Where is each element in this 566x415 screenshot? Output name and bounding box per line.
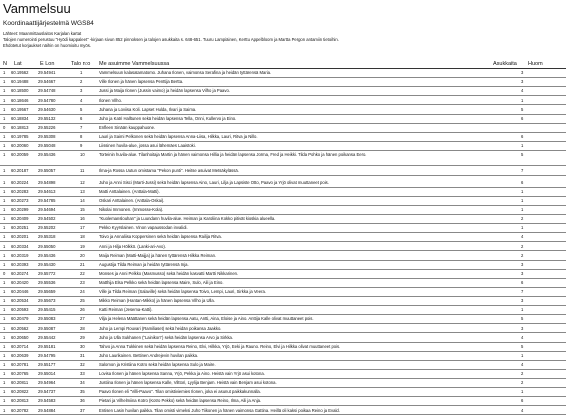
cell-asukkaita: 6 <box>521 398 524 404</box>
cell-lat: 60.20060 <box>11 143 29 149</box>
table-row <box>0 361 566 370</box>
cell-asukkaita: 2 <box>521 216 524 222</box>
cell-asukkaita: 1 <box>521 307 524 313</box>
cell-lon: 29.55536 <box>38 279 56 285</box>
cell-lat: 60.20714 <box>11 343 29 349</box>
cell-residents: Nikolai Immonen. (Immosse-Kola). <box>99 207 164 213</box>
cell-talo: 2 <box>80 79 83 85</box>
cell-talo: 10 <box>80 152 85 158</box>
cell-asukkaita: 1 <box>521 207 524 213</box>
cell-n: 1 <box>3 325 6 331</box>
cell-lon: 29.55181 <box>38 343 56 349</box>
cell-residents: Jussi ja Maija Ilonen (Jussin vaimo) ja heidän lapsensa Vilho ja Paavo. <box>99 88 230 94</box>
table-row <box>0 279 566 288</box>
table-row <box>0 215 566 224</box>
cell-asukkaita: 3 <box>521 325 524 331</box>
cell-asukkaita: 1 <box>521 97 524 103</box>
table-row <box>0 115 566 124</box>
cell-talo: 6 <box>80 115 83 121</box>
cell-residents: Oskari Anttalainen. (Anttala-Oskai). <box>99 198 165 203</box>
cell-n: 1 <box>3 380 6 386</box>
cell-talo: 24 <box>80 289 85 295</box>
cell-lat: 60.20273 <box>11 198 29 203</box>
cell-n: 1 <box>3 97 6 103</box>
cell-asukkaita: 2 <box>521 252 524 258</box>
cell-lat: 60.20650 <box>11 334 29 340</box>
table-row <box>0 397 566 406</box>
cell-lat: 60.20593 <box>11 307 29 313</box>
table-row <box>0 166 566 175</box>
cell-asukkaita: 1 <box>521 143 524 149</box>
table-row <box>0 333 566 342</box>
cell-residents: Juho ja Lempi Rouvari (Ramiliaset) sekä heidän poikansa Jaakko. <box>99 325 222 331</box>
cell-n: 1 <box>3 261 6 267</box>
cell-lat: 60.20319 <box>11 252 29 258</box>
cell-talo: 29 <box>80 334 85 340</box>
table-row <box>0 242 566 251</box>
table-row <box>0 352 566 361</box>
cell-lon: 29.55415 <box>38 307 56 313</box>
cell-asukkaita: 1 <box>521 389 524 395</box>
cell-n: 1 <box>3 207 6 213</box>
cell-talo: 22 <box>80 270 85 276</box>
header-talo: Talo n:o <box>71 61 91 67</box>
cell-talo: 17 <box>80 225 85 231</box>
table-row <box>0 388 566 397</box>
cell-talo: 35 <box>80 389 85 395</box>
table-row <box>0 288 566 297</box>
cell-residents: "Kuolemanslouhan" ja Luundann huvila-alue. Heiman ja Karoliina Kokko pitivät kioskia alueella. <box>99 216 276 222</box>
cell-lat: 60.20059 <box>11 152 29 158</box>
table-row <box>0 306 566 315</box>
header-asukkaita: Asukkaita <box>493 61 517 67</box>
cell-lat: 60.20534 <box>11 298 29 304</box>
cell-residents: Juho ja Ulla Sukhanen ("Lainikon") sekä heidän lapsensa Arvo ja Sirkka. <box>99 334 234 340</box>
cell-asukkaita: 7 <box>521 289 524 295</box>
cell-asukkaita: 1 <box>521 225 524 231</box>
cell-lon: 29.55014 <box>38 371 56 377</box>
cell-residents: Torteinin huvila-alue. Tilanhoitaja Martin ja hänen vaimonsa Hillia ja heidän lapsensa Jorma, Fred ja Heikki. Tilda Pohko ja hänen poikansa Eero. <box>99 152 367 158</box>
table-row <box>0 270 566 279</box>
cell-lon: 29.55673 <box>38 298 56 304</box>
cell-n: 1 <box>3 371 6 377</box>
cell-n: 1 <box>3 143 6 149</box>
cell-n: 1 <box>3 167 6 173</box>
cell-n: 1 <box>3 179 6 185</box>
cell-n: 1 <box>3 243 6 249</box>
cell-lon: 29.54737 <box>38 389 56 395</box>
cell-asukkaita: 3 <box>521 261 524 267</box>
cell-talo: 23 <box>80 279 85 285</box>
cell-talo: 19 <box>80 243 85 249</box>
cell-n: 1 <box>3 88 6 94</box>
cell-n: 1 <box>3 316 6 322</box>
cell-residents: Juho ja Katri Halltunen sekä heidän lapsensa Tella, Onni, Kullervo ja Eino. <box>99 115 237 121</box>
residents-table <box>0 69 566 415</box>
table-row <box>0 233 566 242</box>
cell-asukkaita: 6 <box>521 115 524 121</box>
cell-lat: 60.19567 <box>11 106 29 112</box>
cell-talo: 32 <box>80 361 85 367</box>
cell-lat: 60.20765 <box>11 371 29 377</box>
cell-talo: 27 <box>80 316 85 322</box>
cell-lon: 29.54795 <box>38 352 56 358</box>
cell-residents: Mikko Reiman (Hantan-Mikko) ja hänen lapsensa Vilho ja Ulla. <box>99 298 215 304</box>
table-row <box>0 96 566 105</box>
cell-residents: Vilja ja Helena Määttanen sekä heidän lapsensa Aatu, Antti, Aina, Eloise ja Aino. Anttija Kalle olivat muuttaneet pois. <box>99 316 314 322</box>
cell-residents: Salomon ja Kristiina Kotro sekä heidän lapsensa Sulo ja Maire. <box>99 361 216 367</box>
cell-lat: 60.18834 <box>11 115 29 121</box>
cell-lon: 29.55226 <box>38 124 56 130</box>
cell-asukkaita: 4 <box>521 88 524 94</box>
cell-lat: 60.20781 <box>11 361 29 367</box>
table-row <box>0 133 566 142</box>
cell-lat: 60.19488 <box>11 79 29 85</box>
cell-n: 1 <box>3 198 6 203</box>
cell-n: 1 <box>3 407 6 413</box>
cell-lat: 60.20274 <box>11 270 29 276</box>
cell-asukkaita: 1 <box>521 198 524 203</box>
cell-residents: Vammelsuun kalasatamatomo. Juhana Ilonen, vaimonsa Serafina ja heidän tyttärensä Maria. <box>99 70 272 76</box>
cell-residents: Juho ja Anni Sisci (Marti-Jussi) sekä heidän lapsensa Aino, Lauri, Lilja ja Lapsiste Otto, Paavo ja Yrjö olivat muuttaneet pois. <box>99 179 329 185</box>
cell-lon: 29.55442 <box>38 334 56 340</box>
cell-lat: 60.20479 <box>11 316 29 322</box>
table-row <box>0 69 566 78</box>
cell-n: 1 <box>3 133 6 139</box>
cell-lat: 60.20811 <box>11 380 29 386</box>
cell-residents: Katti Reiman (Jesema-Katti). <box>99 307 153 313</box>
cell-lat: 60.18646 <box>11 97 29 103</box>
cell-lon: 29.55057 <box>38 167 56 173</box>
cell-n: 0 <box>3 124 6 130</box>
cell-talo: 34 <box>80 380 85 386</box>
cell-residents: Toivo ja Annaliisa Koppersinen sekä heidän lapsensa Railija Ritva. <box>99 234 222 240</box>
table-row <box>0 406 566 415</box>
table-row <box>0 188 566 197</box>
cell-lat: 60.20334 <box>11 243 29 249</box>
cell-asukkaita: 3 <box>521 270 524 276</box>
cell-n: 1 <box>3 225 6 231</box>
cell-n: 1 <box>3 152 6 158</box>
cell-asukkaita: 5 <box>521 152 524 158</box>
cell-talo: 3 <box>80 88 83 94</box>
header-n: N <box>3 61 7 67</box>
cell-n: 1 <box>3 298 6 304</box>
cell-asukkaita: 2 <box>521 243 524 249</box>
cell-asukkaita: 7 <box>521 167 524 173</box>
cell-lon: 29.55308 <box>38 133 56 139</box>
page-subtitle: Koordinaattijärjestelmä WGS84 <box>3 20 94 27</box>
cell-n: 1 <box>3 252 6 258</box>
cell-asukkaita: 4 <box>521 407 524 413</box>
table-header <box>0 60 566 69</box>
cell-lat: 60.20201 <box>11 234 29 240</box>
cell-asukkaita: 1 <box>521 188 524 194</box>
cell-talo: 15 <box>80 207 85 213</box>
cell-talo: 5 <box>80 106 83 112</box>
cell-residents: Monses ja Anni Pelkko (Masmusso) sekä heidän kasvatti Martti Nikkarinen. <box>99 270 239 276</box>
cell-n: 1 <box>3 234 6 240</box>
cell-lat: 60.20446 <box>11 289 29 295</box>
cell-lon: 29.54898 <box>38 179 56 185</box>
cell-lat: 60.20420 <box>11 279 29 285</box>
cell-residents: Lauri ja Saimi Pelkonen sekä heidän lapsensa Anna-Liisa, Hilkka, Lauri, Ritva ja Nillo. <box>99 133 258 139</box>
cell-lat: 60.20822 <box>11 389 29 395</box>
table-row <box>0 370 566 379</box>
cell-lon: 29.55083 <box>38 316 56 322</box>
table-row <box>0 343 566 352</box>
cell-asukkaita: 1 <box>521 352 524 358</box>
cell-talo: 14 <box>80 198 85 203</box>
cell-talo: 28 <box>80 325 85 331</box>
table-row <box>0 206 566 215</box>
cell-n: 1 <box>3 398 6 404</box>
cell-residents: Ilma-ja Rossa Uutun omistama "Pekon punti". Heitse asuivat Metsäkylässä. <box>99 167 239 173</box>
cell-lon: 29.55772 <box>38 270 56 276</box>
cell-talo: 8 <box>80 133 83 139</box>
cell-lon: 29.54613 <box>38 188 56 194</box>
cell-talo: 12 <box>80 179 85 185</box>
cell-asukkaita: 2 <box>521 380 524 386</box>
cell-talo: 26 <box>80 307 85 313</box>
cell-n: 1 <box>3 334 6 340</box>
cell-talo: 37 <box>80 407 85 413</box>
cell-talo: 21 <box>80 261 85 267</box>
cell-talo: 13 <box>80 188 85 194</box>
table-row <box>0 379 566 388</box>
cell-talo: 20 <box>80 252 85 258</box>
cell-lon: 29.55050 <box>38 243 56 249</box>
cell-residents: Pietari ja Vilhelmiina Kotro (Kotro Pekko) sekä heidän lapsensa Reino, Ilma, Aili ja Anja. <box>99 398 262 404</box>
table-row <box>0 105 566 114</box>
cell-asukkaita: 2 <box>521 371 524 377</box>
cell-n: 1 <box>3 389 6 395</box>
cell-asukkaita: 3 <box>521 79 524 85</box>
cell-lon: 29.54785 <box>38 198 56 203</box>
cell-n: 1 <box>3 289 6 295</box>
sources-line-3: Ehdotetut korjaukset näihin on huomioitu myös. <box>3 43 91 48</box>
cell-asukkaita: 3 <box>521 70 524 76</box>
header-lat: Lat <box>14 61 22 67</box>
cell-n: 1 <box>3 216 6 222</box>
cell-n: 1 <box>3 79 6 85</box>
cell-lon: 29.54964 <box>38 380 56 386</box>
cell-asukkaita: 6 <box>521 279 524 285</box>
cell-lon: 29.55318 <box>38 234 56 240</box>
cell-asukkaita: 5 <box>521 106 524 112</box>
cell-asukkaita: 4 <box>521 334 524 340</box>
cell-lat: 60.19785 <box>11 133 29 139</box>
cell-residents: Matti Anttalainen. (Anttala-Matti). <box>99 188 160 194</box>
cell-talo: 9 <box>80 143 83 149</box>
table-row <box>0 179 566 188</box>
cell-talo: 18 <box>80 234 85 240</box>
cell-talo: 16 <box>80 216 85 222</box>
table-row <box>0 197 566 206</box>
table-row <box>0 124 566 133</box>
cell-n: 1 <box>3 352 6 358</box>
table-row <box>0 324 566 333</box>
cell-lat: 60.20409 <box>11 216 29 222</box>
cell-residents: Augustija Tilda Reiman ja heidän tyttärensä Inja. <box>99 261 189 267</box>
cell-n: 1 <box>3 307 6 313</box>
cell-talo: 36 <box>80 398 85 404</box>
cell-n: 1 <box>3 361 6 367</box>
cell-lon: 29.54694 <box>38 207 56 213</box>
cell-lat: 60.20187 <box>11 167 29 173</box>
cell-asukkaita: 6 <box>521 133 524 139</box>
cell-lon: 29.55659 <box>38 289 56 295</box>
cell-lat: 60.20813 <box>11 398 29 404</box>
table-row <box>0 297 566 306</box>
table-row <box>0 224 566 233</box>
cell-asukkaita: 5 <box>521 316 524 322</box>
header-lon: E Lon <box>40 61 55 67</box>
cell-asukkaita: 3 <box>521 298 524 304</box>
cell-lat: 60.19562 <box>11 70 29 76</box>
cell-talo: 4 <box>80 97 83 103</box>
cell-talo: 33 <box>80 371 85 377</box>
cell-lat: 60.20562 <box>11 325 29 331</box>
table-row <box>0 78 566 87</box>
cell-lon: 29.54630 <box>38 106 56 112</box>
cell-lon: 29.54502 <box>38 216 56 222</box>
table-row <box>0 87 566 96</box>
cell-lon: 29.54780 <box>38 97 56 103</box>
cell-lat: 60.20251 <box>11 225 29 231</box>
cell-lat: 60.20393 <box>11 261 29 267</box>
cell-n: 0 <box>3 270 6 276</box>
cell-talo: 1 <box>80 70 83 76</box>
cell-asukkaita: 4 <box>521 234 524 240</box>
table-row <box>0 151 566 167</box>
cell-lon: 29.55132 <box>38 115 56 121</box>
cell-lon: 29.55087 <box>38 325 56 331</box>
cell-lon: 29.54884 <box>38 407 56 413</box>
cell-lon: 29.55048 <box>38 143 56 149</box>
cell-lon: 29.54583 <box>38 398 56 404</box>
cell-talo: 11 <box>80 167 85 173</box>
cell-residents: Liissinen huvila-alue, jossa asui lähemäes Laaistoki. <box>99 143 196 149</box>
sources-line-2: Talojen numerointi perustuu "Hyödi kappaleet" -kirjaan sivun 852 pinnoksen ja talojen asukkaita s. 648-651. Tuuru Lampiäinen, Kerttu Appelbloom ja Martta Pergon antamiin tietoihin. <box>3 37 339 42</box>
cell-lon: 29.55177 <box>38 361 56 367</box>
cell-residents: Anni ja Hilja Hölkkö. (Lanki-ari-Avo). <box>99 243 166 249</box>
cell-residents: Ville ja Tilda Reiman (Salaville) sekä heidän lapsensa Toivo, Lempi, Lauri, Sirkka ja Veera. <box>99 289 266 295</box>
cell-lon: 29.55436 <box>38 152 56 158</box>
cell-n: 1 <box>3 70 6 76</box>
cell-residents: Matthija Elsa Pelkko sekä heidän lapsensa Maire, Sulo, Aili ja Eino. <box>99 279 224 285</box>
cell-talo: 31 <box>80 352 85 358</box>
cell-residents: Paavo Ilonen eli "Villi-Paavo". Tilan omistiviemies Ilonen, joka ei asunut paikkakunnalla. <box>99 389 261 395</box>
cell-lon: 29.54941 <box>38 70 56 76</box>
sources-line-1: Lähteet: Maanmittauslaitos Karjalan kartat <box>3 31 82 36</box>
header-huom: Huom <box>528 61 543 67</box>
table-row <box>0 315 566 324</box>
cell-asukkaita: 6 <box>521 179 524 185</box>
header-residents: Me asuimme Vammelsuussa <box>99 61 170 67</box>
cell-residents: Tahvo ja Anna Tukkinen sekä heidän lapsensa Reino, Elvi, Hilkka, Yrjö, Eeki ja Rauno. Reino, Elvi ja Hilkka olivat muuttaneet pois. <box>99 343 341 349</box>
cell-lon: 29.55202 <box>38 225 56 231</box>
cell-lat: 60.18813 <box>11 124 29 130</box>
cell-lat: 60.20299 <box>11 207 29 213</box>
cell-lon: 29.55430 <box>38 261 56 267</box>
cell-residents: Lovisa Ilonen ja hänen lapsensa Sanna, Yrjö, Pekka ja Aino. Heistä vain Yrjö asui kotona. <box>99 371 265 377</box>
cell-talo: 7 <box>80 124 83 130</box>
cell-lat: 60.20639 <box>11 352 29 358</box>
cell-lon: 29.55436 <box>38 252 56 258</box>
cell-n: 1 <box>3 115 6 121</box>
cell-lat: 60.18500 <box>11 88 29 94</box>
table-row <box>0 261 566 270</box>
cell-residents: Entisen Lasin huvilan paikka. Tilan omisti vimeksi Juho Tiikonen ja hänen vaimonsa Gattina. Heillä oli kaksi poikaa Reino ja Evald. <box>99 407 340 413</box>
cell-residents: Justiina Ilonen ja hänen lapsensa Kalle, Vilttori, Lyylija Benjam. Heistä vain Benjam asui kotona. <box>99 380 277 386</box>
cell-residents: Enfleen Sinään kauppahuone. <box>99 124 156 130</box>
cell-residents: Ilonen Vilho. <box>99 97 122 103</box>
cell-residents: Juhana ja Loviisa Koli. Lapset Hulda, Ilvari ja Saima. <box>99 106 197 112</box>
cell-n: 1 <box>3 106 6 112</box>
cell-residents: Ville Ilonen ja hänen lapsensa Penttija Bertta. <box>99 79 184 85</box>
cell-lat: 60.20782 <box>11 407 29 413</box>
cell-residents: Maija Reiman (Matti-Maijja) ja hänen tyttärensä Hilkka Reiman. <box>99 252 217 258</box>
cell-asukkaita: 5 <box>521 343 524 349</box>
cell-lon: 29.54748 <box>38 88 56 94</box>
cell-residents: Pekko Kyyrslainen. Vinon vapaussodan invalidi. <box>99 225 188 231</box>
cell-n: 1 <box>3 188 6 194</box>
page-title: Vammelsuu <box>3 1 71 16</box>
table-row <box>0 251 566 260</box>
cell-lat: 60.20283 <box>11 188 29 194</box>
cell-lat: 60.20224 <box>11 179 29 185</box>
cell-talo: 30 <box>80 343 85 349</box>
cell-n: 1 <box>3 279 6 285</box>
cell-talo: 25 <box>80 298 85 304</box>
cell-asukkaita: 4 <box>521 361 524 367</box>
cell-lon: 29.54667 <box>38 79 56 85</box>
cell-residents: Juho Laurikainen. Bettinen Andrejevin huvilan paikka. <box>99 352 199 358</box>
cell-n: 1 <box>3 343 6 349</box>
table-row <box>0 142 566 151</box>
